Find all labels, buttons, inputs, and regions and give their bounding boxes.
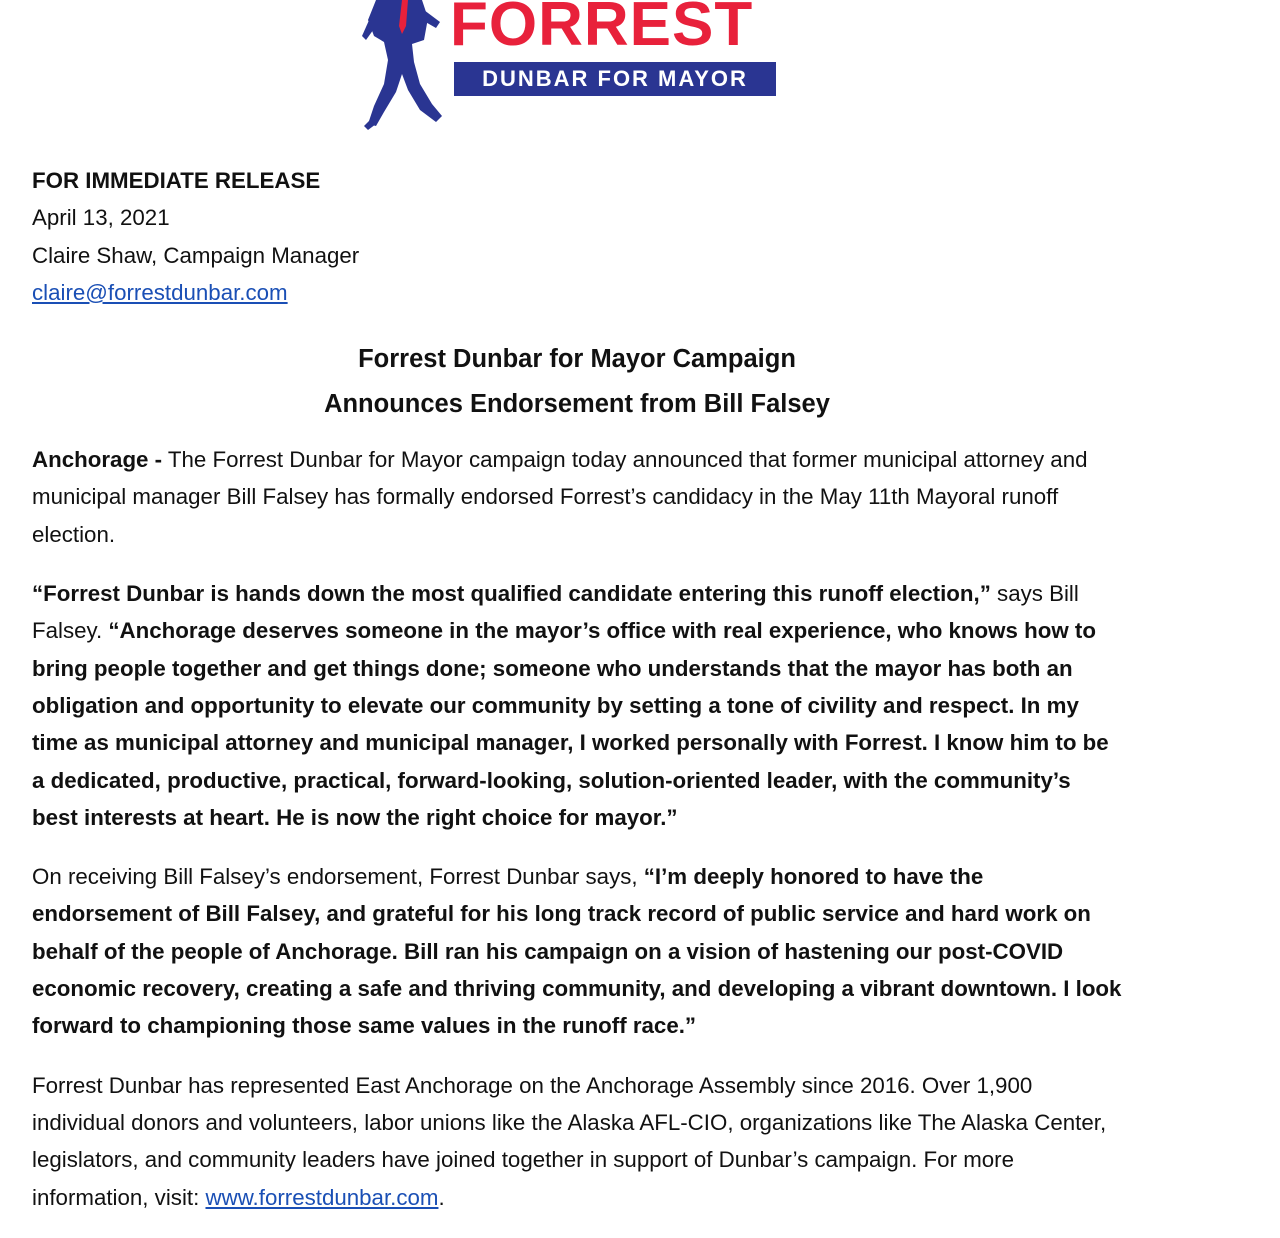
contact-email-link[interactable]: claire@forrestdunbar.com xyxy=(32,279,288,305)
intro-text: The Forrest Dunbar for Mayor campaign today announced that former municipal attorney and municipal manager Bill Falsey has formally endorsed Forrest’s candidacy in the May 11th Mayoral runoff election. xyxy=(32,447,1088,547)
release-header xyxy=(32,162,1122,311)
logo-name: FORREST xyxy=(450,0,754,59)
release-date: April 13, 2021 xyxy=(32,205,170,231)
paragraph-intro xyxy=(32,441,1122,553)
website-link[interactable]: www.forrestdunbar.com xyxy=(205,1184,439,1210)
headline-line-2: Announces Endorsement from Bill Falsey xyxy=(324,390,830,419)
page-title xyxy=(32,337,1122,427)
falsey-quote-2: “Anchorage deserves someone in the mayor’s office with real experience, who knows how to bring people together and get things done; someone who understands that the mayor has both an obligation and opportunity to elevate our community by setting a tone of civility and respect. In my time as municipal attorney and municipal manager, I worked personally with Forrest. I know him to be a dedicated, productive, practical, forward-looking, solution-oriented leader, with the community’s best interests at heart. He is now the right choice for mayor.” xyxy=(32,618,1109,830)
falsey-quote-1: “Forrest Dunbar is hands down the most qualified candidate entering this runoff election,” xyxy=(32,581,991,607)
dateline: Anchorage - xyxy=(32,447,163,473)
walking-man-icon xyxy=(362,0,452,132)
campaign-logo xyxy=(362,0,792,132)
headline-line-1: Forrest Dunbar for Mayor Campaign xyxy=(358,345,796,374)
background-end: . xyxy=(438,1184,445,1210)
paragraph-background xyxy=(32,1067,1122,1216)
paragraph-falsey-quote xyxy=(32,575,1122,836)
logo-tagline: DUNBAR FOR MAYOR xyxy=(454,62,776,96)
background-text: Forrest Dunbar has represented East Anchorage on the Anchorage Assembly since 2016. Over 1,900 individual donors and volunteers, labor unions like the Alaska AFL-CIO, organizations like The Alaska Center, legislators, and community leaders have joined together in support of Dunbar’s campaign. For more information, visit: xyxy=(32,1072,1107,1210)
dunbar-intro: On receiving Bill Falsey’s endorsement, Forrest Dunbar says, xyxy=(32,864,644,890)
paragraph-dunbar-quote xyxy=(32,858,1122,1044)
press-release xyxy=(32,162,1122,1238)
falsey-attribution: says Bill Falsey. xyxy=(32,581,1079,644)
release-contact: Claire Shaw, Campaign Manager xyxy=(32,242,360,268)
dunbar-quote: “I’m deeply honored to have the endorsement of Bill Falsey, and grateful for his long track record of public service and hard work on behalf of the people of Anchorage. Bill ran his campaign on a vision of hastening our post-COVID economic recovery, creating a safe and thriving community, and developing a vibrant downtown. I look forward to championing those same values in the runoff race.” xyxy=(32,864,1122,1039)
release-label: FOR IMMEDIATE RELEASE xyxy=(32,168,321,193)
